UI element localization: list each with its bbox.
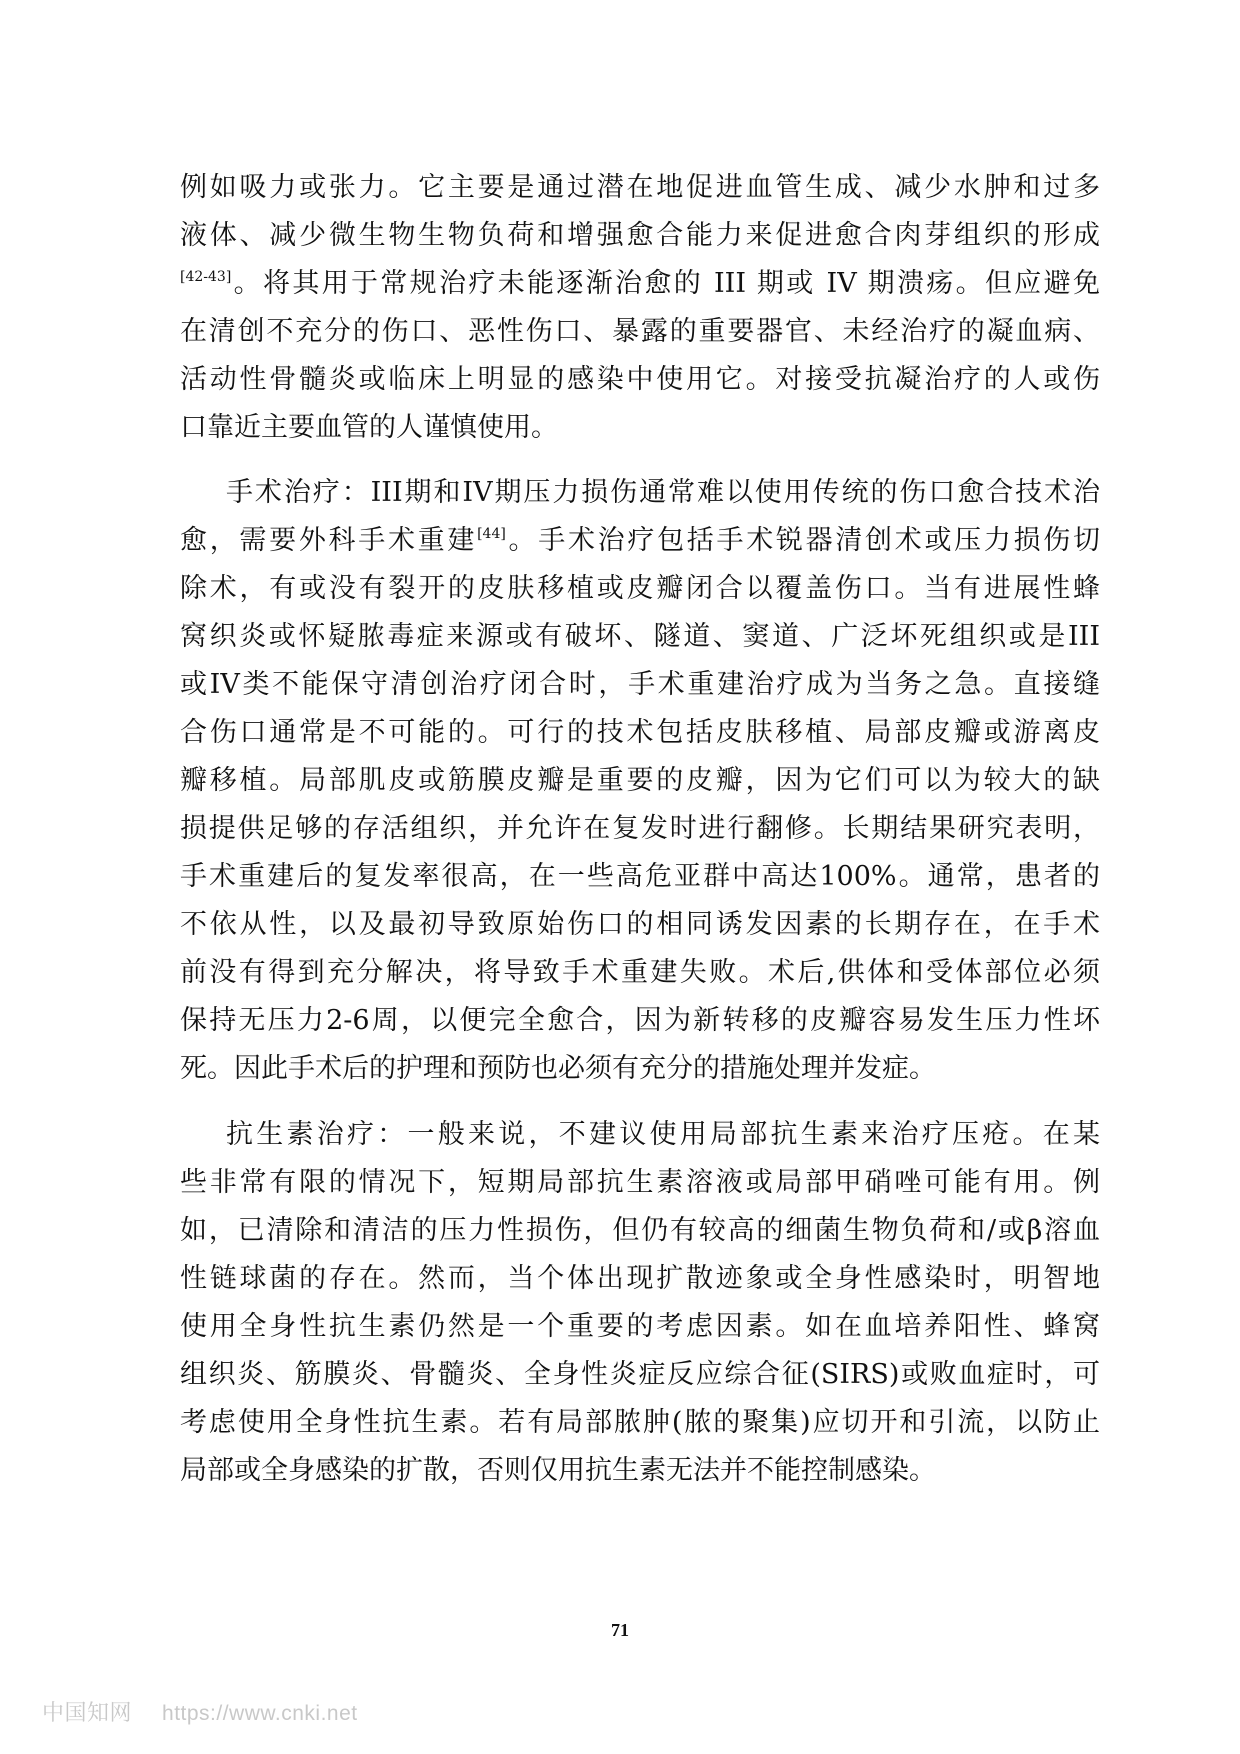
citation-42-43: [42-43] [180,269,232,285]
paragraph-2-line-3: 除术，有或没有裂开的皮肤移植或皮瓣闭合以覆盖伤口。当有进展性蜂 [180,573,1100,604]
paragraph-2-line-7: 瓣移植。局部肌皮或筋膜皮瓣是重要的皮瓣，因为它们可以为较大的缺 [180,765,1100,796]
paragraph-3-line-5: 使用全身性抗生素仍然是一个重要的考虑因素。如在血培养阳性、蜂窝 [180,1311,1100,1342]
paragraph-1-line-2: 液体、减少微生物生物负荷和增强愈合能力来促进愈合肉芽组织的形成 [180,220,1100,251]
page-number: 71 [611,1620,629,1640]
paragraph-2-line-9: 手术重建后的复发率很高，在一些高危亚群中高达100%。通常，患者的 [180,861,1100,892]
citation-44: [44] [477,526,506,542]
paragraph-1-line-5: 活动性骨髓炎或临床上明显的感染中使用它。对接受抗凝治疗的人或伤 [180,364,1100,395]
paragraph-2-line-6: 合伤口通常是不可能的。可行的技术包括皮肤移植、局部皮瓣或游离皮 [180,717,1100,748]
paragraph-1-line-3 [180,264,1100,304]
paragraph-2-line-2-text-after: 。手术治疗包括手术锐器清创术或压力损伤切 [505,525,1101,556]
paragraph-2-line-12: 保持无压力2-6周，以便完全愈合，因为新转移的皮瓣容易发生压力性坏 [180,1005,1100,1036]
paragraph-1-line-4: 在清创不充分的伤口、恶性伤口、暴露的重要器官、未经治疗的凝血病、 [180,316,1100,347]
watermark-url: https://www.cnki.net [162,1702,358,1725]
paragraph-3-line-7: 考虑使用全身性抗生素。若有局部脓肿(脓的聚集)应切开和引流，以防止 [180,1407,1100,1438]
paragraph-2-line-1: 手术治疗：III期和IV期压力损伤通常难以使用传统的伤口愈合技术治 [226,477,1100,508]
paragraph-2-line-8: 损提供足够的存活组织，并允许在复发时进行翻修。长期结果研究表明， [180,813,1100,844]
paragraph-1-line-1: 例如吸力或张力。它主要是通过潜在地促进血管生成、减少水肿和过多 [180,172,1100,203]
paragraph-2-line-4: 窝织炎或怀疑脓毒症来源或有破坏、隧道、窦道、广泛坏死组织或是III [180,621,1100,652]
paragraph-1-line-6: 口靠近主要血管的人谨慎使用。 [180,412,558,443]
paragraph-2-line-10: 不依从性，以及最初导致原始伤口的相同诱发因素的长期存在，在手术 [180,909,1100,940]
paragraph-1-line-3-text: 。将其用于常规治疗未能逐渐治愈的 III 期或 IV 期溃疡。但应避免 [231,268,1100,299]
paragraph-2-line-13: 死。因此手术后的护理和预防也必须有充分的措施处理并发症。 [180,1053,936,1084]
paragraph-3-line-8: 局部或全身感染的扩散，否则仅用抗生素无法并不能控制感染。 [180,1455,936,1486]
paragraph-2-line-11: 前没有得到充分解决，将导致手术重建失败。术后,供体和受体部位必须 [180,957,1100,988]
watermark-brand: 中国知网 [42,1700,133,1725]
paragraph-2-line-2 [180,521,1100,561]
paragraph-3-line-3: 如，已清除和清洁的压力性损伤，但仍有较高的细菌生物负荷和/或β溶血 [180,1215,1100,1246]
paragraph-3-line-6: 组织炎、筋膜炎、骨髓炎、全身性炎症反应综合征(SIRS)或败血症时，可 [180,1359,1100,1390]
paragraph-2-line-5: 或IV类不能保守清创治疗闭合时，手术重建治疗成为当务之急。直接缝 [180,669,1100,700]
cnki-watermark [42,1696,358,1727]
paragraph-2-line-2-text: 愈，需要外科手术重建 [180,525,478,556]
paragraph-3-line-2: 些非常有限的情况下，短期局部抗生素溶液或局部甲硝唑可能有用。例 [180,1167,1100,1198]
paragraph-3-line-4: 性链球菌的存在。然而，当个体出现扩散迹象或全身性感染时，明智地 [180,1263,1100,1294]
paragraph-3-line-1: 抗生素治疗：一般来说，不建议使用局部抗生素来治疗压疮。在某 [226,1119,1100,1150]
